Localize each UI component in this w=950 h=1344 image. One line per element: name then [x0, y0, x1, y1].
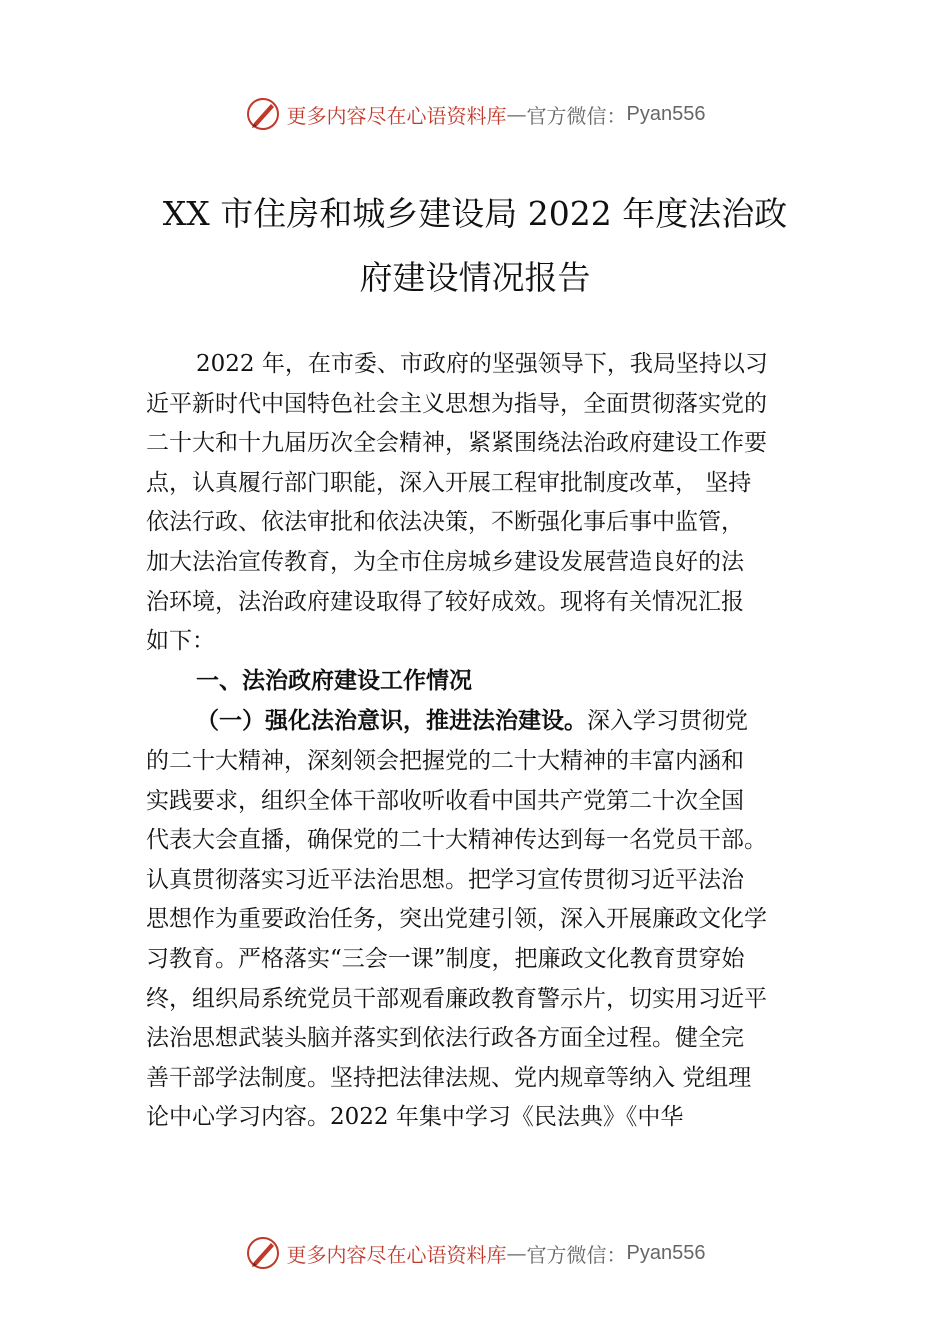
paragraph-line: 终，组织局系统党员干部观看廉政教育警示片，切实用习近平 [146, 985, 767, 1012]
paragraph-line: 善干部学法制度。坚持把法律法规、党内规章等纳入 党组理 [146, 1064, 752, 1091]
paragraph-line: 依法行政、依法审批和依法决策，不断强化事后事中监管， [146, 509, 744, 536]
banner-dash: — [506, 1241, 527, 1265]
document-body [146, 345, 806, 1138]
paragraph-line: 认真贯彻落实习近平法治思想。把学习宣传贯彻习近平法治 [146, 866, 744, 893]
document-title-line2: 府建设情况报告 [359, 258, 591, 297]
banner-site-name: 更多内容尽在心语资料库 [286, 103, 507, 128]
paragraph-line: 2022 年，在市委、市政府的坚强领导下，我局坚持以习 [196, 351, 768, 377]
paragraph-line: 实践要求，组织全体干部收听收看中国共产党第二十次全国 [146, 787, 744, 814]
pen-logo-icon [245, 1235, 281, 1271]
banner-site-name: 更多内容尽在心语资料库 [286, 1242, 507, 1267]
subsection-first-line-rest: 深入学习贯彻党 [587, 708, 748, 735]
footer-banner [0, 1233, 950, 1273]
paragraph-line: 二十大和十九届历次全会精神，紧紧围绕法治政府建设工作要 [146, 430, 767, 457]
section-heading [146, 662, 806, 702]
paragraph-line: 的二十大精神，深刻领会把握党的二十大精神的丰富内涵和 [146, 747, 744, 774]
banner-wechat-id: Pyan556 [626, 102, 706, 125]
paragraph-line: 法治思想武装头脑并落实到依法行政各方面全过程。健全完 [146, 1025, 744, 1052]
section-heading-text: 一、法治政府建设工作情况 [196, 667, 472, 694]
paragraph-line: 如下： [146, 628, 215, 655]
subsection-paragraph [146, 701, 806, 1138]
paragraph-line: 点，认真履行部门职能，深入开展工程审批制度改革， 坚持 [146, 469, 752, 496]
paragraph-line: 加大法治宣传教育，为全市住房城乡建设发展营造良好的法 [146, 548, 744, 575]
paragraph-line [146, 701, 806, 742]
paragraph-line: 论中心学习内容。2022 年集中学习《民法典》《中华 [146, 1104, 684, 1131]
document-title-line1: XX 市住房和城乡建设局 2022 年度法治政 [162, 194, 788, 233]
paragraph-line: 习教育。严格落实“三会一课”制度，把廉政文化教育贯穿始 [146, 945, 745, 972]
paragraph-line: 思想作为重要政治任务，突出党建引领，深入开展廉政文化学 [146, 906, 767, 933]
subsection-heading: （一）强化法治意识，推进法治建设。 [196, 707, 587, 735]
banner-dash: — [506, 102, 527, 126]
banner-label: 官方微信： [526, 103, 627, 128]
header-banner [0, 94, 950, 134]
pen-logo-icon [245, 96, 281, 132]
intro-paragraph [146, 345, 806, 662]
banner-wechat-id: Pyan556 [626, 1241, 706, 1264]
paragraph-line: 代表大会直播，确保党的二十大精神传达到每一名党员干部。 [146, 827, 767, 854]
paragraph-line: 治环境，法治政府建设取得了较好成效。现将有关情况汇报 [146, 588, 744, 615]
paragraph-line: 近平新时代中国特色社会主义思想为指导，全面贯彻落实党的 [146, 390, 767, 417]
banner-label: 官方微信： [526, 1242, 627, 1267]
